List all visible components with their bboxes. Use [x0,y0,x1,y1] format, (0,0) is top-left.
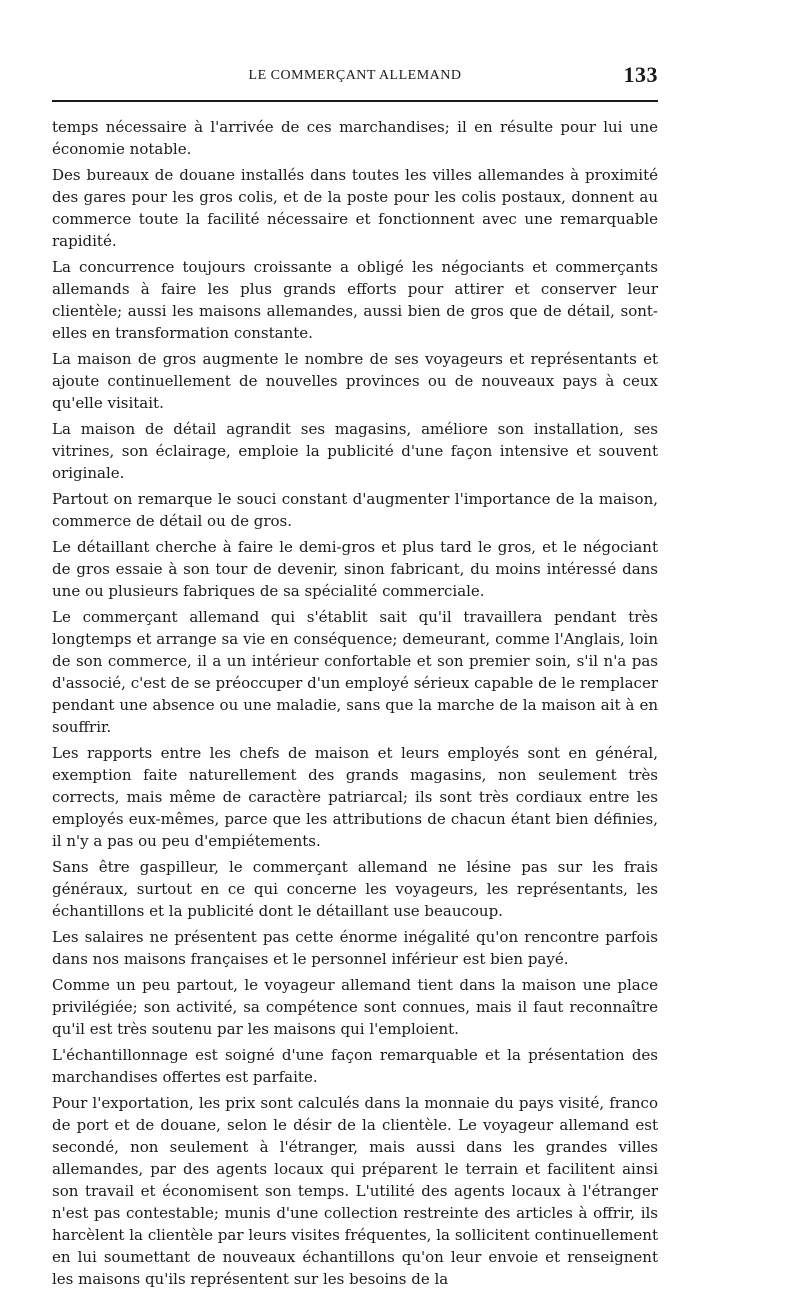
paragraph: Sans être gaspilleur, le commerçant allemand ne lésine pas sur les frais généraux, surtout en ce qui concerne les voyageurs, les représentants, les échantillons et la publicité dont le détaillant use beaucoup. [52,858,658,920]
paragraph: Partout on remarque le souci constant d'augmenter l'importance de la maison, commerce de détail ou de gros. [52,490,658,530]
body-text [52,116,658,1290]
book-page [52,62,658,1294]
paragraph: Pour l'exportation, les prix sont calculés dans la monnaie du pays visité, franco de port et de douane, selon le désir de la clientèle. Le voyageur allemand est secondé, non seulement à l'étranger, mais aussi dans les grandes villes allemandes, par des agents locaux qui préparent le terrain et facilitent ainsi son travail et économisent son temps. L'utilité des agents locaux à l'étranger n'est pas contestable; munis d'une collection restreinte des articles à offrir, ils harcèlent la clientèle par leurs visites fréquentes, la sollicitent continuellement en lui soumettant de nouveaux échantillons qu'on leur envoie et renseignent les maisons qu'ils représentent sur les besoins de la [52,1094,658,1288]
paragraph: Des bureaux de douane installés dans toutes les villes allemandes à proximité des gares pour les gros colis, et de la poste pour les colis postaux, donnent au commerce toute la facilité nécessaire et fonctionnent avec une remarquable rapidité. [52,166,658,250]
paragraph: Comme un peu partout, le voyageur allemand tient dans la maison une place privilégiée; son activité, sa compétence sont connues, mais il faut reconnaître qu'il est très soutenu par les maisons qui l'emploient. [52,976,658,1038]
paragraph: L'échantillonnage est soigné d'une façon remarquable et la présentation des marchandises offertes est parfaite. [52,1046,658,1086]
header-rule [52,100,658,102]
running-title: LE COMMERÇANT ALLEMAND [248,68,462,83]
page-number: 133 [623,62,658,87]
paragraph: Les rapports entre les chefs de maison et leurs employés sont en général, exemption faite naturellement des grands magasins, non seulement très corrects, mais même de caractère patriarcal; ils sont très cordiaux entre les employés eux-mêmes, parce que les attributions de chacun étant bien définies, il n'y a pas ou peu d'empiétements. [52,744,658,850]
paragraph: La maison de gros augmente le nombre de ses voyageurs et représentants et ajoute continuellement de nouvelles provinces ou de nouveaux pays à ceux qu'elle visitait. [52,350,658,412]
paragraph: Les salaires ne présentent pas cette énorme inégalité qu'on rencontre parfois dans nos maisons françaises et le personnel inférieur est bien payé. [52,928,658,968]
paragraph: La concurrence toujours croissante a obligé les négociants et commerçants allemands à faire les plus grands efforts pour attirer et conserver leur clientèle; aussi les maisons allemandes, aussi bien de gros que de détail, sont-elles en transformation constante. [52,258,658,342]
paragraph: temps nécessaire à l'arrivée de ces marchandises; il en résulte pour lui une économie notable. [52,118,658,158]
paragraph: Le détaillant cherche à faire le demi-gros et plus tard le gros, et le négociant de gros essaie à son tour de devenir, sinon fabricant, du moins intéressé dans une ou plusieurs fabriques de sa spécialité commerciale. [52,538,658,600]
paragraph: Le commerçant allemand qui s'établit sait qu'il travaillera pendant très longtemps et arrange sa vie en conséquence; demeurant, comme l'Anglais, loin de son commerce, il a un intérieur confortable et son premier soin, s'il n'a pas d'associé, c'est de se préoccuper d'un employé sérieux capable de le remplacer pendant une absence ou une maladie, sans que la marche de la maison ait à en souffrir. [52,608,658,736]
paragraph: La maison de détail agrandit ses magasins, améliore son installation, ses vitrines, son éclairage, emploie la publicité d'une façon intensive et souvent originale. [52,420,658,482]
running-head [52,62,658,92]
